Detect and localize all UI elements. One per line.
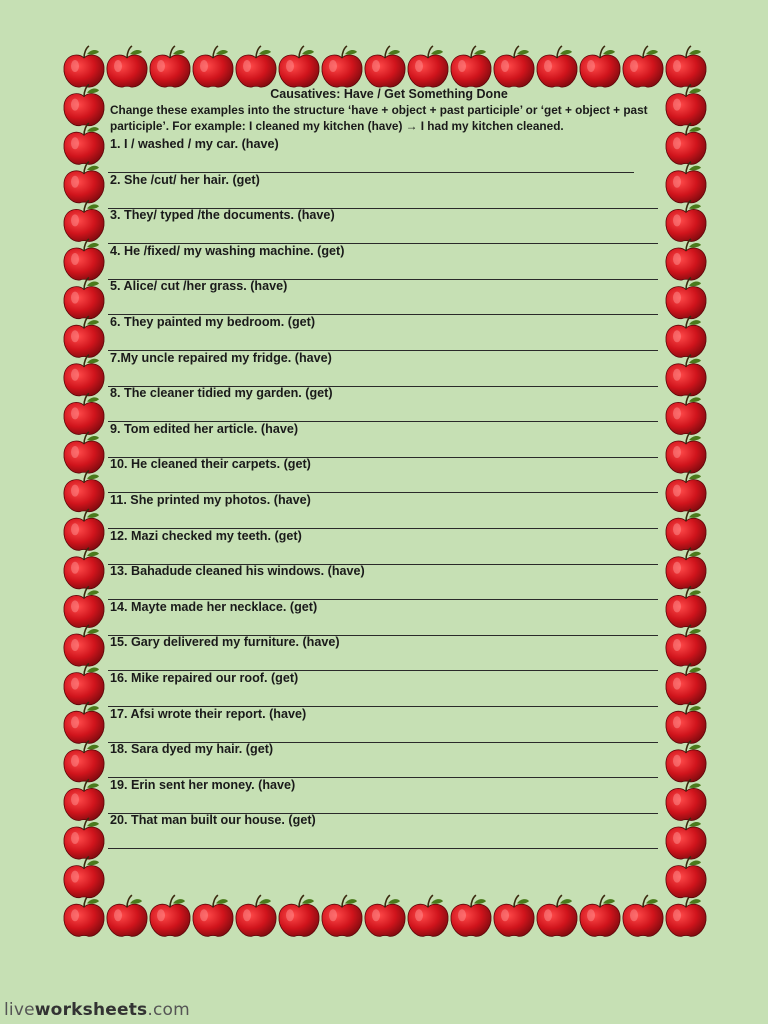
exercise-question: 12. Mazi checked my teeth. (get) [110, 528, 302, 543]
brand-suffix: .com [147, 1000, 190, 1020]
apple-icon [494, 895, 534, 936]
worksheet [108, 86, 660, 848]
exercise-item [108, 350, 660, 386]
apple-icon [666, 162, 706, 203]
apple-icon [537, 46, 577, 87]
exercise-item [108, 385, 660, 421]
exercise-question: 20. That man built our house. (get) [110, 813, 316, 828]
apple-icon [666, 857, 706, 898]
apple-icon [666, 278, 706, 319]
apple-icon [236, 895, 276, 936]
apple-icon [666, 779, 706, 820]
exercise-question: 14. Mayte made her necklace. (get) [110, 599, 318, 614]
apple-icon [580, 895, 620, 936]
apple-icon [64, 779, 104, 820]
exercise-question: 16. Mike repaired our roof. (get) [110, 670, 299, 685]
apple-icon [623, 46, 663, 87]
apple-icon [666, 895, 706, 936]
apple-icon [666, 123, 706, 164]
exercise-question: 6. They painted my bedroom. (get) [110, 314, 316, 329]
apple-icon [666, 664, 706, 705]
brand-bold: worksheets [34, 1000, 148, 1020]
exercise-item [108, 243, 660, 279]
site-footer-logo [4, 1000, 190, 1020]
apple-icon [64, 664, 104, 705]
apple-icon [64, 239, 104, 280]
exercise-question: 11. She printed my photos. (have) [110, 492, 311, 507]
apple-icon [150, 46, 190, 87]
apple-icon [64, 200, 104, 241]
apple-icon [64, 548, 104, 589]
exercise-question: 9. Tom edited her article. (have) [110, 421, 299, 436]
exercise-item [108, 278, 660, 314]
apple-icon [64, 278, 104, 319]
apple-icon [64, 162, 104, 203]
apple-icon [64, 85, 104, 126]
exercise-item [108, 777, 660, 813]
brand-light: live [4, 1000, 35, 1020]
apple-icon [666, 471, 706, 512]
apple-icon [236, 46, 276, 87]
apple-icon [666, 46, 706, 87]
apple-icon [64, 355, 104, 396]
answer-input[interactable] [108, 834, 658, 849]
apple-icon [279, 46, 319, 87]
apple-icon [666, 741, 706, 782]
apple-icon [64, 586, 104, 627]
apple-icon [666, 393, 706, 434]
apple-icon [666, 432, 706, 473]
apple-icon [666, 85, 706, 126]
apple-icon [64, 509, 104, 550]
apple-icon [666, 509, 706, 550]
instructions: Change these examples into the structure ‘have + object + past participle’ or ‘get + object + past participle’. For example: I cleaned my kitchen (have) → I had my kitchen cleaned. [110, 103, 648, 133]
apple-icon [64, 471, 104, 512]
exercise-question: 1. I / washed / my car. (have) [110, 137, 279, 151]
apple-icon [64, 625, 104, 666]
exercise-item [108, 528, 660, 564]
exercise-question: 7.My uncle repaired my fridge. (have) [110, 350, 332, 365]
apple-icon [193, 895, 233, 936]
apple-icon [64, 393, 104, 434]
apple-icon [623, 895, 663, 936]
exercise-question: 5. Alice/ cut /her grass. (have) [110, 279, 288, 294]
exercise-item [108, 492, 660, 528]
exercise-item [108, 421, 660, 457]
apple-icon [64, 123, 104, 164]
apple-icon [193, 46, 233, 87]
apple-icon [666, 818, 706, 859]
exercise-question: 17. Afsi wrote their report. (have) [110, 706, 307, 721]
exercise-question: 18. Sara dyed my hair. (get) [110, 742, 274, 757]
exercise-item [108, 456, 660, 492]
exercise-item [108, 812, 660, 848]
apple-icon [64, 432, 104, 473]
exercise-item [108, 563, 660, 599]
exercise-item [108, 207, 660, 243]
exercise-question: 13. Bahadude cleaned his windows. (have) [110, 564, 365, 579]
exercise-question: 15. Gary delivered my furniture. (have) [110, 635, 340, 650]
apple-icon [107, 46, 147, 87]
exercise-item [108, 172, 660, 208]
exercise-question: 19. Erin sent her money. (have) [110, 777, 296, 792]
exercise-item [108, 314, 660, 350]
apple-icon [322, 895, 362, 936]
apple-icon [494, 46, 534, 87]
exercise-list [108, 136, 660, 848]
apple-icon [64, 46, 104, 87]
apple-icon [64, 857, 104, 898]
exercise-question: 3. They/ typed /the documents. (have) [110, 208, 335, 223]
apple-icon [64, 895, 104, 936]
exercise-item [108, 706, 660, 742]
apple-icon [408, 895, 448, 936]
exercise-question: 2. She /cut/ her hair. (get) [110, 172, 260, 187]
apple-icon [666, 316, 706, 357]
exercise-question: 10. He cleaned their carpets. (get) [110, 457, 311, 472]
exercise-question: 4. He /fixed/ my washing machine. (get) [110, 243, 345, 258]
exercise-item [108, 599, 660, 635]
apple-icon [408, 46, 448, 87]
apple-icon [666, 586, 706, 627]
exercise-question: 8. The cleaner tidied my garden. (get) [110, 386, 333, 401]
apple-icon [279, 895, 319, 936]
apple-icon [666, 625, 706, 666]
apple-icon [365, 895, 405, 936]
apple-icon [322, 46, 362, 87]
apple-icon [64, 316, 104, 357]
apple-icon [365, 46, 405, 87]
apple-icon [666, 355, 706, 396]
apple-icon [666, 702, 706, 743]
exercise-item [108, 741, 660, 777]
apple-icon [64, 818, 104, 859]
apple-icon [451, 46, 491, 87]
exercise-item [108, 136, 660, 172]
apple-icon [64, 702, 104, 743]
apple-icon [537, 895, 577, 936]
apple-icon [150, 895, 190, 936]
apple-icon [107, 895, 147, 936]
apple-icon [64, 741, 104, 782]
exercise-item [108, 670, 660, 706]
apple-icon [580, 46, 620, 87]
apple-icon [666, 200, 706, 241]
apple-icon [666, 548, 706, 589]
apple-icon [666, 239, 706, 280]
apple-icon [451, 895, 491, 936]
page-title: Causatives: Have / Get Something Done [270, 87, 508, 101]
exercise-item [108, 634, 660, 670]
